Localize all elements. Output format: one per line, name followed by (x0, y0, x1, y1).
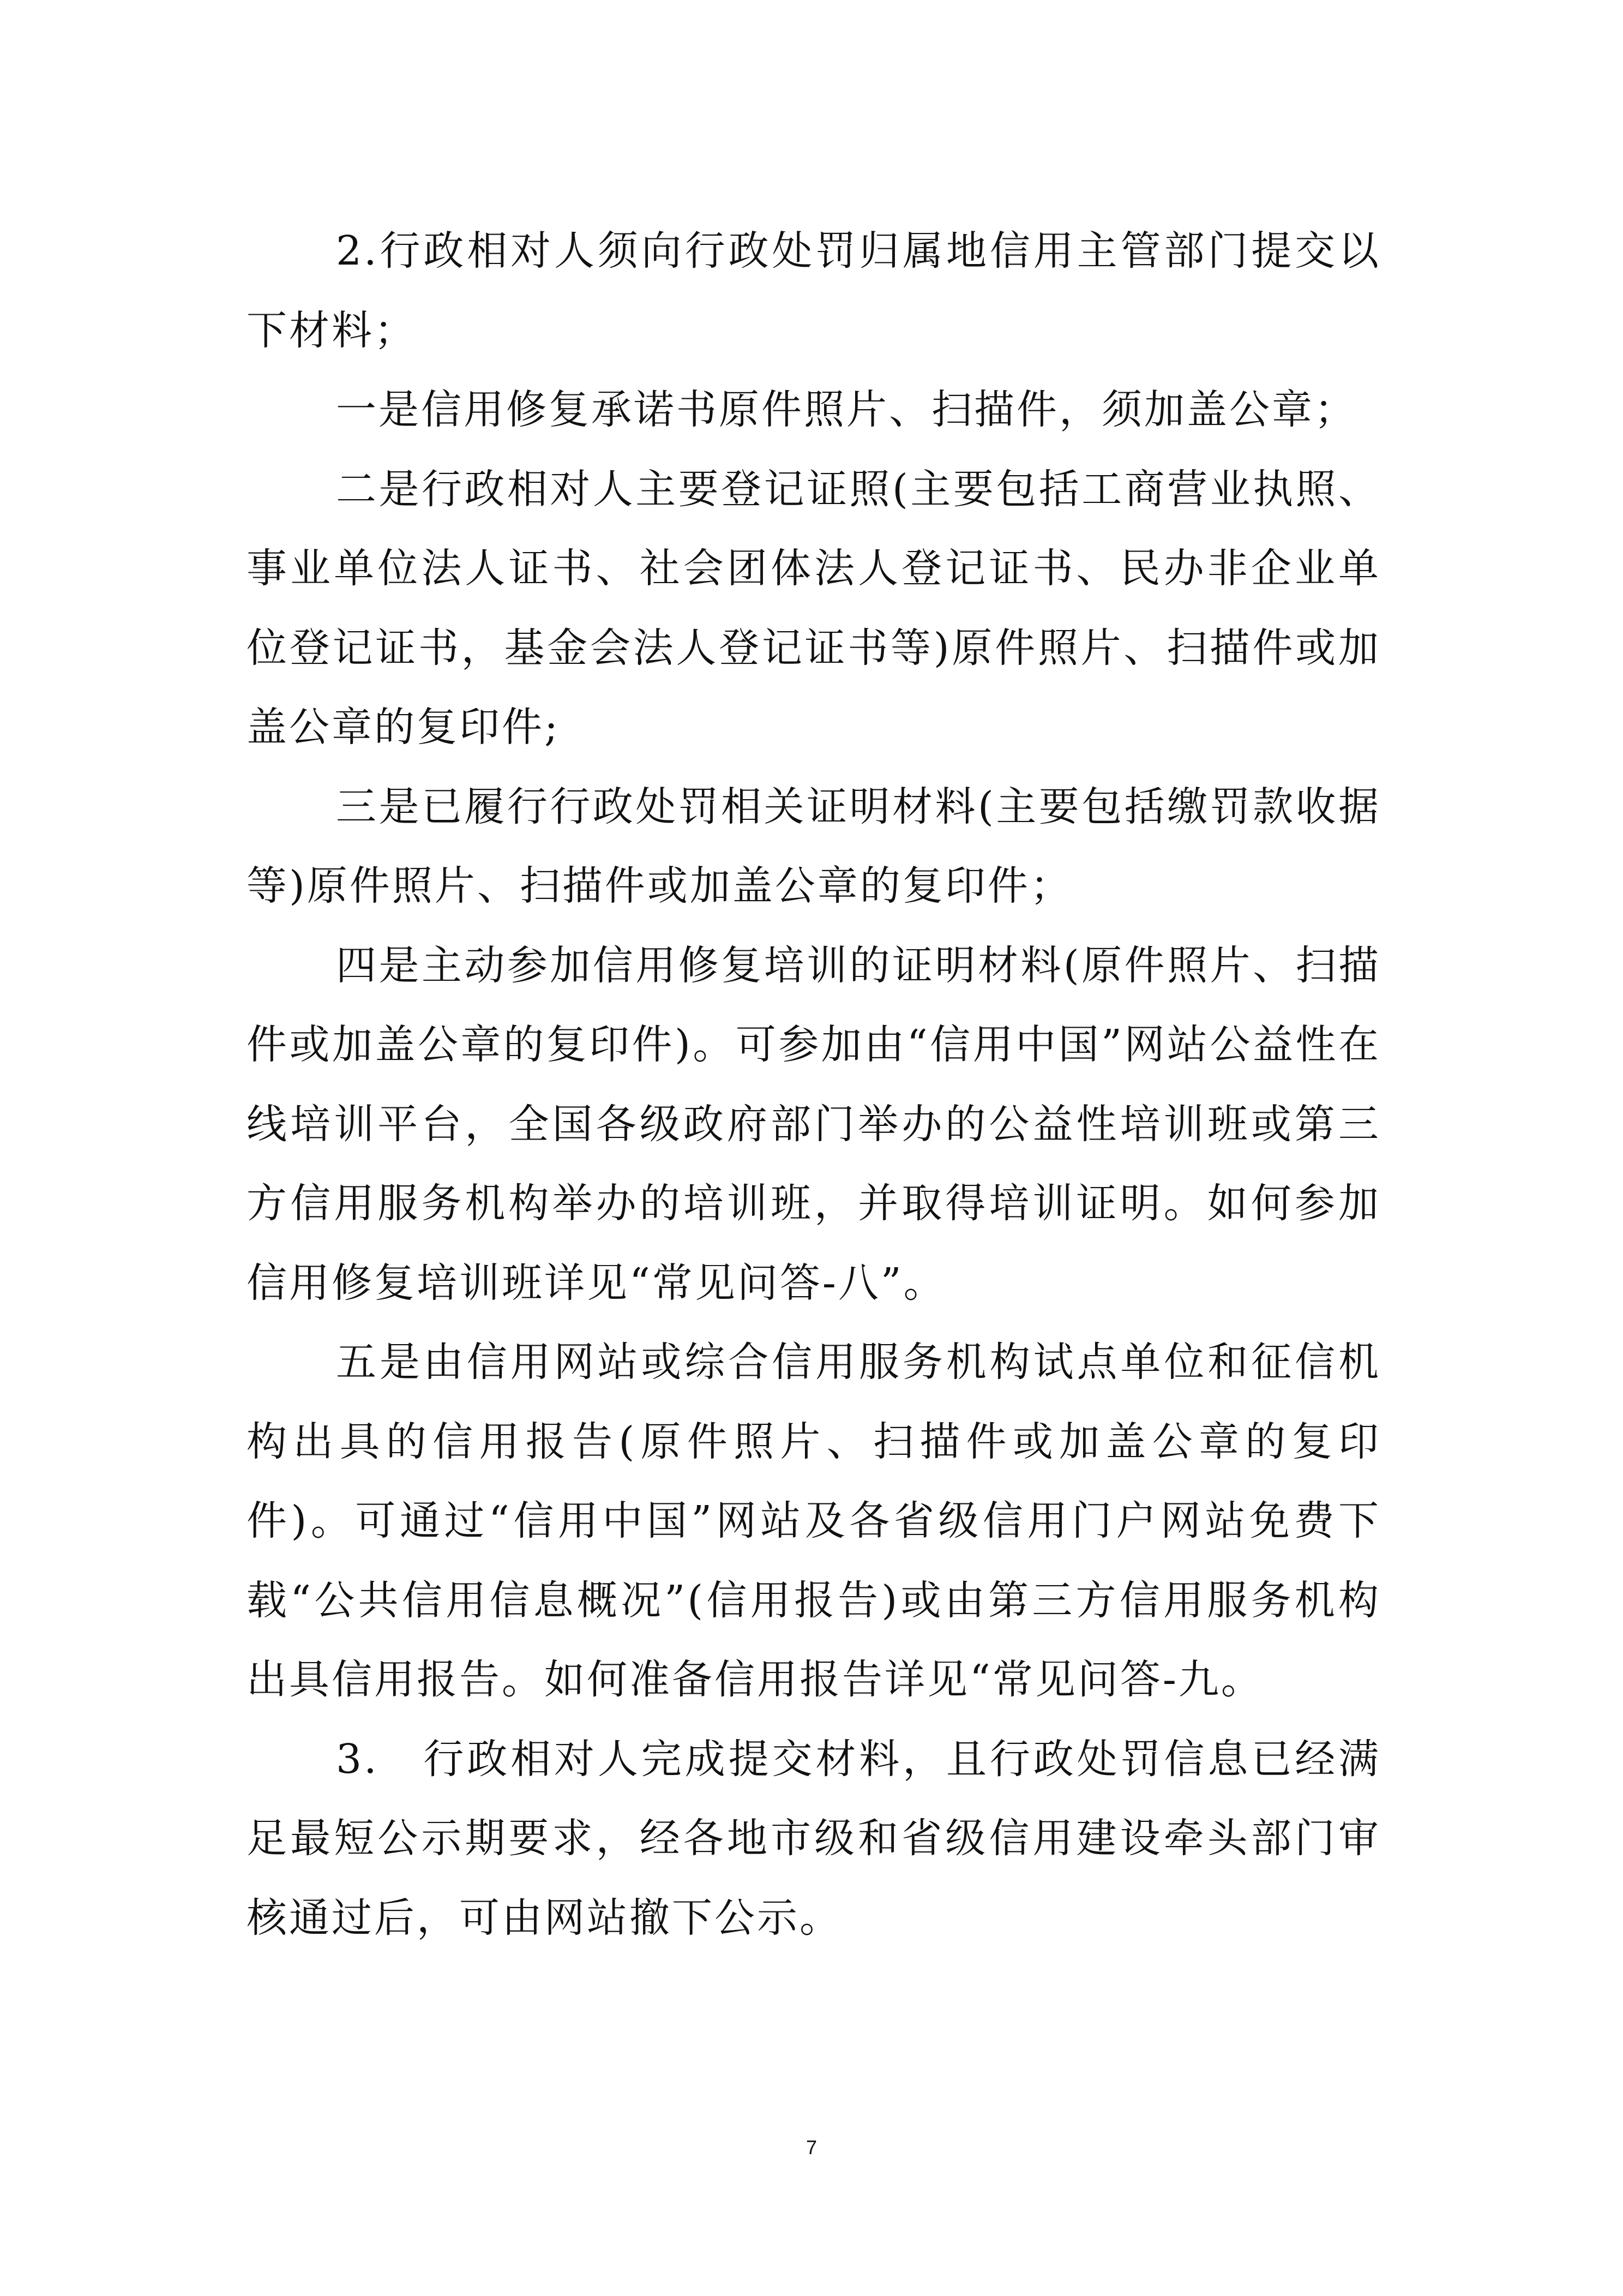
paragraph-review-approval: 3. 行政相对人完成提交材料，且行政处罚信息已经满足最短公示期要求，经各地市级和省级信用建设牵头部门审核通过后，可由网站撤下公示。 (247, 1735, 1381, 1941)
paragraph-item-four: 四是主动参加信用修复培训的证明材料(原件照片、扫描件或加盖公章的复印件)。可参加由“信用中国”网站公益性在线培训平台，全国各级政府部门举办的公益性培训班或第三方信用服务机构举办的培训班，并取得培训证明。如何参加信用修复培训班详见“常见问答-八”。 (247, 942, 1381, 1306)
paragraph-item-one: 一是信用修复承诺书原件照片、扫描件，须加盖公章； (336, 386, 1357, 433)
paragraph-item-two: 二是行政相对人主要登记证照(主要包括工商营业执照、事业单位法人证书、社会团体法人登记证书、民办非企业单位登记证书，基金会法人登记证书等)原件照片、扫描件或加盖公章的复印件; (247, 465, 1381, 751)
document-body (247, 212, 1381, 1958)
page-number: 7 (806, 2136, 817, 2159)
paragraph-item-three: 三是已履行行政处罚相关证明材料(主要包括缴罚款收据等)原件照片、扫描件或加盖公章的复印件； (247, 783, 1381, 909)
paragraph-item-five: 五是由信用网站或综合信用服务机构试点单位和征信机构出具的信用报告(原件照片、扫描件或加盖公章的复印件)。可通过“信用中国”网站及各省级信用门户网站免费下载“公共信用信息概况”(信用报告)或由第三方信用服务机构出具信用报告。如何准备信用报告详见“常见问答-九。 (247, 1339, 1381, 1703)
paragraph-submission-materials: 2.行政相对人须向行政处罚归属地信用主管部门提交以下材料； (247, 227, 1381, 354)
